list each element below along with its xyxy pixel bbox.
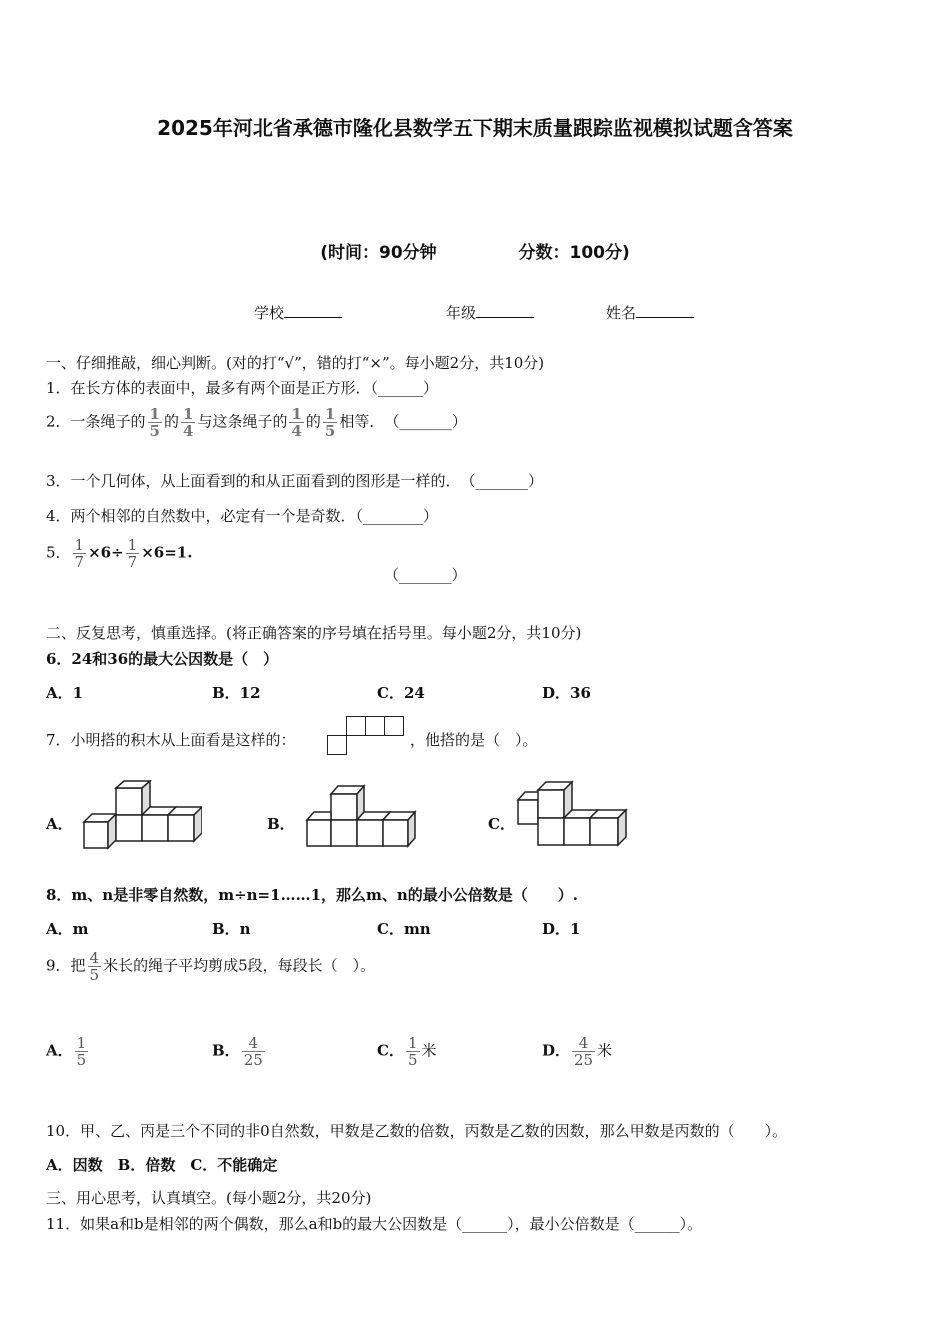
question-4: 4．两个相邻的自然数中，必定有一个是奇数．（________）: [46, 507, 439, 525]
q7-option-b-cubes[interactable]: [305, 784, 417, 850]
question-7: 7．小明搭的积木从上面看是这样的：: [46, 731, 296, 749]
q9-option-a[interactable]: A． $\frac{1}{5}$: [46, 1034, 87, 1069]
q7-option-c-cubes[interactable]: [516, 780, 630, 848]
q9-option-b[interactable]: B． $\frac{4}{25}$: [212, 1034, 263, 1069]
q6-option-a[interactable]: A．1: [46, 684, 84, 702]
fraction: $\frac{1}{7}$: [127, 536, 138, 571]
q7-option-b[interactable]: B．: [267, 815, 295, 833]
q9-option-d[interactable]: D． $\frac{4}{25}$ 米: [542, 1034, 613, 1069]
exam-info: [0, 238, 950, 263]
question-7-tail: ，他搭的是（ ）。: [410, 731, 538, 749]
top-view-diagram: [326, 715, 408, 759]
fraction: $\frac{1}{5}$: [324, 405, 336, 440]
question-3: 3．一个几何体，从上面看到的和从正面看到的图形是一样的． （_______）: [46, 472, 544, 490]
q7-option-c[interactable]: C．: [488, 815, 515, 833]
q7-option-a[interactable]: A．: [46, 815, 73, 833]
section3-heading: 三、用心思考，认真填空。(每小题2分，共20分): [46, 1189, 372, 1207]
q10-options[interactable]: A．因数 B．倍数 C．不能确定: [46, 1156, 278, 1174]
exam-time: (时间：90分钟: [320, 243, 437, 263]
question-6: 6．24和36的最大公因数是（ ）: [46, 650, 279, 668]
question-9: 9．把 $\frac{4}{5}$ 米长的绳子平均剪成5段，每段长（ ）。: [46, 949, 376, 984]
exam-score: 分数：100分): [518, 243, 630, 263]
q9-option-c[interactable]: C． $\frac{1}{5}$ 米: [377, 1034, 437, 1069]
question-5-blank[interactable]: （_______）: [384, 566, 467, 584]
question-1: 1．在长方体的表面中，最多有两个面是正方形．（______）: [46, 379, 439, 397]
page-title: 2025年河北省承德市隆化县数学五下期末质量跟踪监视模拟试题含答案: [157, 116, 793, 140]
grade-field[interactable]: 年级: [446, 302, 534, 323]
q8-option-a[interactable]: A．m: [46, 920, 89, 938]
fraction: $\frac{1}{4}$: [291, 405, 302, 440]
question-2: 2．一条绳子的 $\frac{1}{5}$ 的 $\frac{1}{4}$ 与这条绳子的 $\frac{1}{4}$ 的 $\frac{1}{5}$ 相等． （_______）: [46, 405, 467, 440]
school-field[interactable]: 学校: [254, 302, 342, 323]
question-8: 8．m、n是非零自然数，m÷n=1……1，那么m、n的最小公倍数是（ ）.: [46, 886, 579, 904]
name-field[interactable]: 姓名: [606, 302, 694, 323]
q8-option-c[interactable]: C．mn: [377, 920, 431, 938]
fraction: $\frac{1}{5}$: [149, 405, 160, 440]
question-5: 5． $\frac{1}{7}$ ×6÷ $\frac{1}{7}$ ×6=1.: [46, 536, 193, 571]
q7-option-a-cubes[interactable]: [82, 780, 202, 852]
section2-heading: 二、反复思考，慎重选择。(将正确答案的序号填在括号里。每小题2分，共10分): [46, 624, 582, 642]
question-10: 10．甲、乙、丙是三个不同的非0自然数，甲数是乙数的倍数，丙数是乙数的因数，那么甲数是丙数的（ ）。: [46, 1122, 788, 1140]
section1-heading: 一、仔细推敲，细心判断。(对的打“√”，错的打“×”。每小题2分，共10分): [46, 354, 545, 372]
fraction: $\frac{1}{7}$: [74, 536, 85, 571]
fraction: $\frac{4}{5}$: [89, 949, 100, 984]
q6-option-d[interactable]: D．36: [542, 684, 591, 702]
q6-option-b[interactable]: B．12: [212, 684, 261, 702]
question-11: 11．如果a和b是相邻的两个偶数，那么a和b的最大公因数是（______），最小公倍数是（______）。: [46, 1215, 703, 1233]
q8-option-d[interactable]: D．1: [542, 920, 581, 938]
fraction: $\frac{1}{4}$: [183, 405, 194, 440]
q8-option-b[interactable]: B．n: [212, 920, 251, 938]
q6-option-c[interactable]: C．24: [377, 684, 425, 702]
